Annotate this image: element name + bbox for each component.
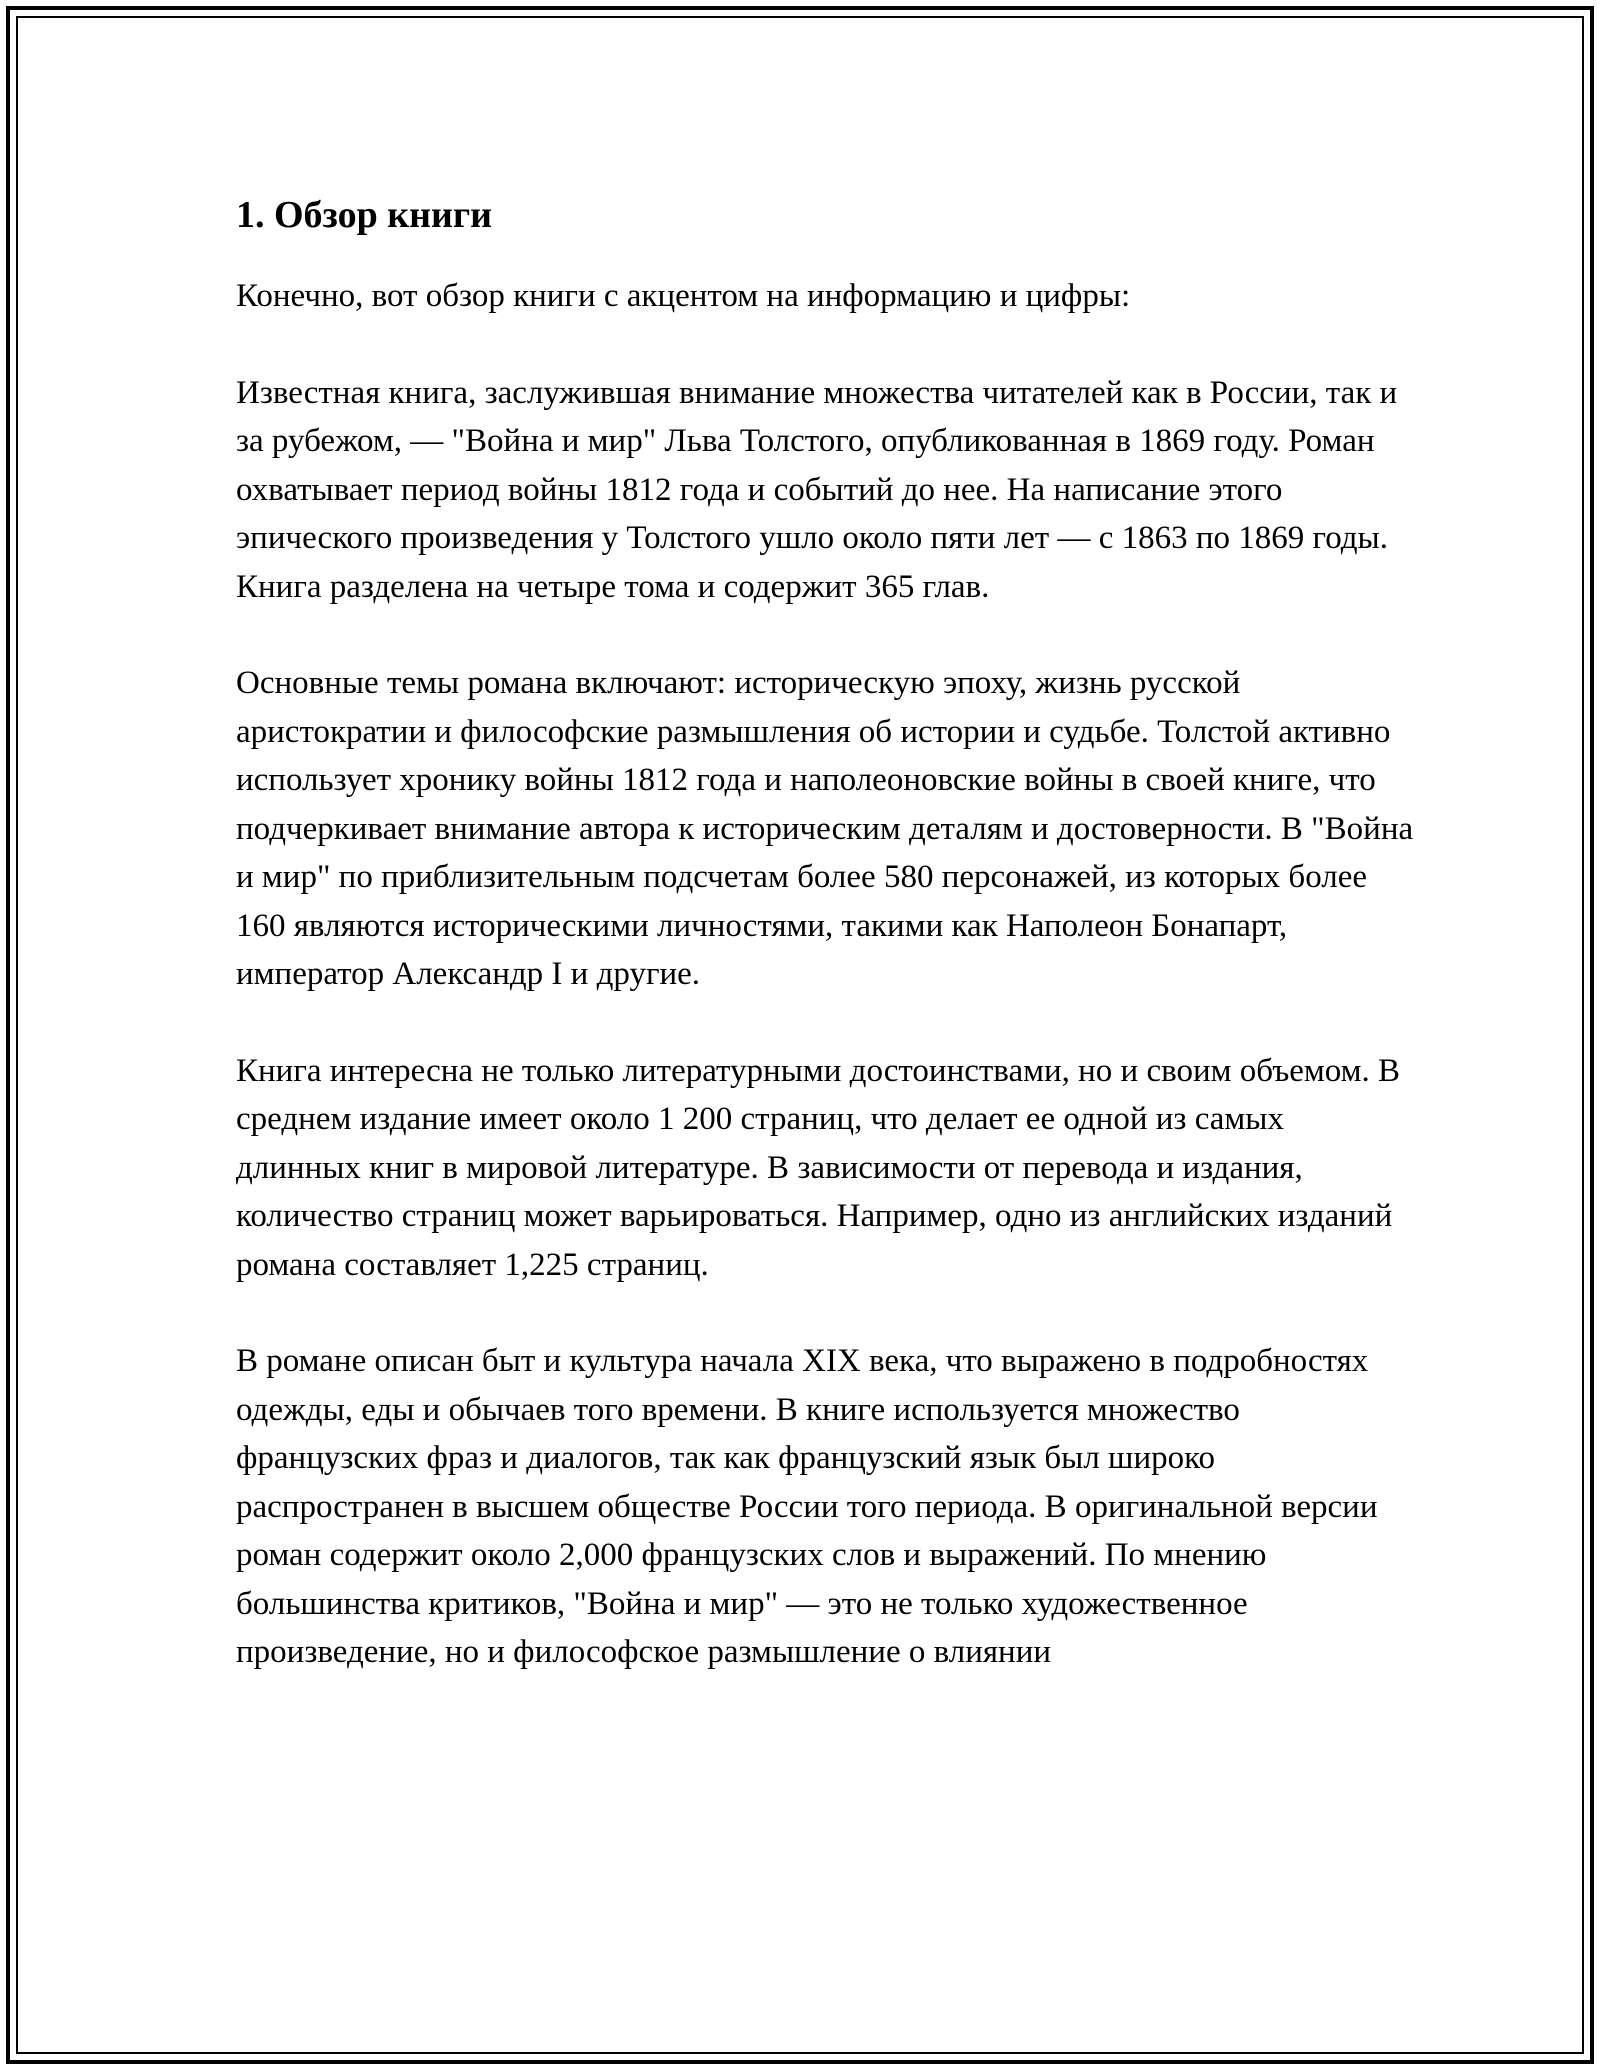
paragraph-overview: Известная книга, заслужившая внимание множества читателей как в России, так и за рубежом, — "Война и мир" Льва Толстого, опубликованная в 1869 году. Роман охватывает период войны 1812 года и событий до нее. На написание этого эпического произведения у Толстого ушло около пяти лет — с 1863 по 1869 годы. Книга разделена на четыре тома и содержит 365 глав. bbox=[236, 374, 1398, 605]
section-heading: 1. Обзор книги bbox=[236, 194, 493, 236]
paragraph-themes: Основные темы романа включают: историческую эпоху, жизнь русской аристократии и философские размышления об истории и судьбе. Толстой активно использует хронику войны 1812 года и наполеоновские войны в своей книге, что подчеркивает внимание автора к историческим деталям и достоверности. В "Война и мир" по приблизительным подсчетам более 580 персонажей, из которых более 160 являются историческими личностями, такими как Наполеон Бонапарт, император Александр I и другие. bbox=[236, 665, 1414, 992]
paragraph-volume: Книга интересна не только литературными достоинствами, но и своим объемом. В среднем издание имеет около 1 200 страниц, что делает ее одной из самых длинных книг в мировой литературе. В зависимости от перевода и издания, количество страниц может варьироваться. Например, одно из английских изданий романа составляет 1,225 страниц. bbox=[236, 1052, 1401, 1283]
document-body bbox=[236, 190, 1416, 1725]
paragraph-intro: Конечно, вот обзор книги с акцентом на информацию и цифры: bbox=[236, 278, 1131, 314]
paragraph-culture: В романе описан быт и культура начала XIX века, что выражено в подробностях одежды, еды и обычаев того времени. В книге используется множество французских фраз и диалогов, так как французский язык был широко распространен в высшем обществе России того периода. В оригинальной версии роман содержит около 2,000 французских слов и выражений. По мнению большинства критиков, "Война и мир" — это не только художественное произведение, но и философское размышление о влиянии bbox=[236, 1343, 1378, 1670]
